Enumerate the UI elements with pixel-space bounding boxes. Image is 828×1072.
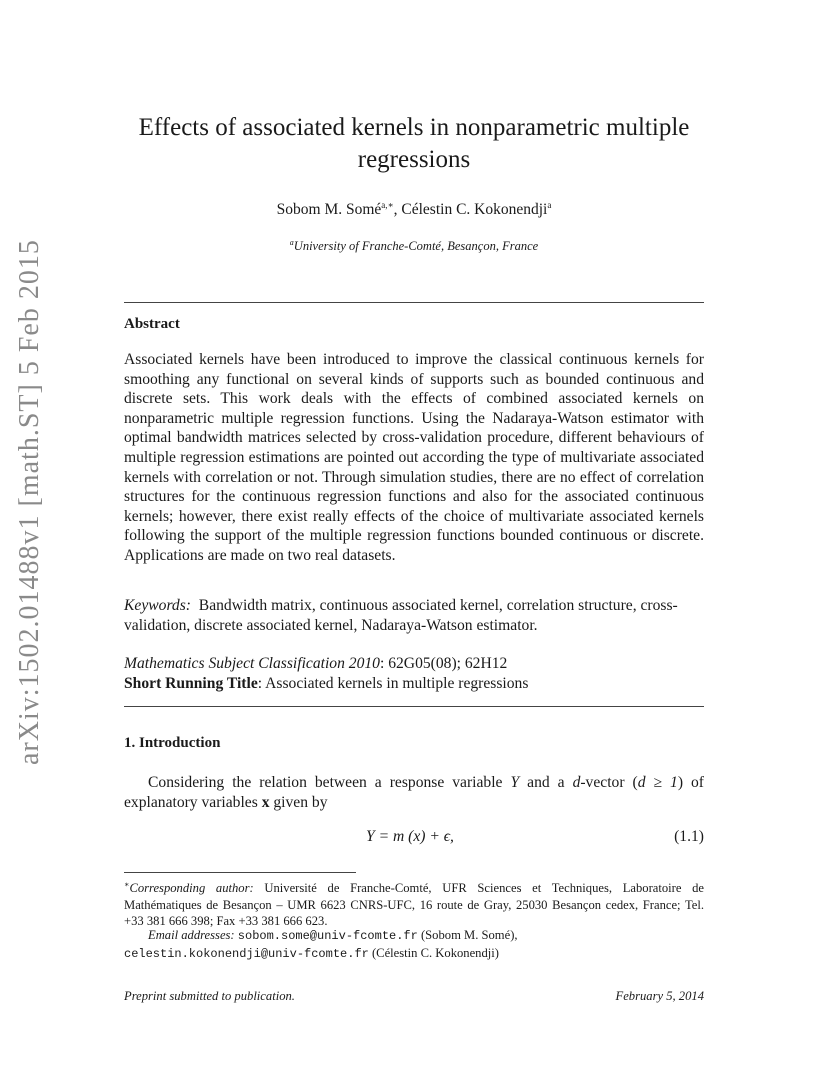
- intro-text: Considering the relation between a response variable: [148, 774, 511, 791]
- msc-codes: : 62G05(08); 62H12: [379, 655, 508, 672]
- arxiv-identifier: arXiv:1502.01488v1 [math.ST] 5 Feb 2015: [14, 239, 45, 765]
- footnote-mark: ∗: [124, 880, 130, 889]
- section-heading-introduction: 1. Introduction: [124, 735, 221, 751]
- intro-text: ) of explanatory variables: [124, 774, 704, 811]
- msc-classification: [124, 654, 704, 674]
- math-vector: x: [261, 793, 270, 811]
- running-title: [124, 674, 704, 694]
- author-name: Célestin C. Kokonendji: [401, 201, 548, 219]
- author-affiliation-mark: a: [547, 200, 552, 210]
- top-rule: [124, 302, 704, 303]
- footnote-label: Corresponding author:: [129, 881, 254, 896]
- keywords: [124, 596, 704, 635]
- math-condition: d ≥ 1: [637, 774, 678, 791]
- email-label: Email addresses:: [148, 928, 235, 942]
- abstract-heading: Abstract: [124, 316, 180, 332]
- math-variable: d: [572, 774, 581, 791]
- running-title-text: : Associated kernels in multiple regressions: [257, 675, 529, 692]
- author-line: [124, 200, 704, 219]
- email-link[interactable]: celestin.kokonendji@univ-fcomte.fr: [124, 946, 369, 961]
- email-owner: (Sobom M. Somé),: [417, 928, 518, 942]
- intro-text: given by: [269, 793, 328, 811]
- paper-title: Effects of associated kernels in nonparametric multiple regressions: [138, 114, 690, 173]
- abstract-body: Associated kernels have been introduced to improve the classical continuous kernels for smoothing any functional on several kinds of supports such as bounded continuous and discrete sets. This work deals with the effects of combined associated kernels on nonparametric multiple regression functions. Using the Nadaraya-Watson estimator with optimal bandwidth matrices selected by cross-validation procedure, different behaviours of multiple regression estimations are pointed out according the type of multivariate associated kernels with correlation or not. Through simulation studies, there are no effect of correlation structures for the continuous regression functions and also for the associated continuous kernels; however, there exist really effects of the choice of multivariate associated kernels following the support of the multiple regression functions bounded continuous or discrete. Applications are made on two real datasets.: [124, 351, 704, 564]
- email-owner: (Célestin C. Kokonendji): [368, 945, 499, 960]
- math-variable: Y: [510, 774, 520, 791]
- email-link[interactable]: sobom.some@univ-fcomte.fr: [237, 929, 418, 943]
- keywords-label: Keywords:: [124, 597, 191, 614]
- intro-text: and a: [519, 774, 573, 791]
- equation-body: Y = m (x) + ϵ,: [366, 828, 454, 845]
- keywords-text: Bandwidth matrix, continuous associated kernel, correlation structure, cross-validation, discrete associated kernel, Nadaraya-Watson estimator.: [124, 597, 678, 634]
- footer-preprint-note: Preprint submitted to publication.: [124, 989, 295, 1003]
- affiliation: [124, 238, 704, 254]
- bottom-rule: [124, 706, 704, 707]
- equation-number: (1.1): [674, 828, 704, 845]
- affiliation-mark: a: [289, 238, 294, 247]
- footnote-corresponding-author: [124, 877, 704, 930]
- intro-text: -vector (: [580, 774, 638, 791]
- affiliation-text: University of Franche-Comté, Besançon, France: [293, 239, 539, 254]
- author-separator: ,: [393, 201, 402, 219]
- footnote-text: Université de Franche-Comté, UFR Sciences et Techniques, Laboratoire de Mathématiques de Besançon – UMR 6623 CNRS-UFC, 16 route de Gray, 25030 Besançon cedex, France; Tel. +33 381 666 398; Fax +33 381 666 623.: [124, 881, 704, 929]
- author-affiliation-mark: a,∗: [381, 200, 394, 210]
- introduction-paragraph: [124, 773, 704, 812]
- footer-date: February 5, 2014: [615, 989, 704, 1003]
- msc-label: Mathematics Subject Classification 2010: [124, 655, 380, 672]
- footnote-rule: [124, 872, 356, 873]
- email-addresses: [124, 927, 704, 962]
- author-name: Sobom M. Somé: [276, 201, 382, 219]
- running-title-label: Short Running Title: [124, 675, 258, 692]
